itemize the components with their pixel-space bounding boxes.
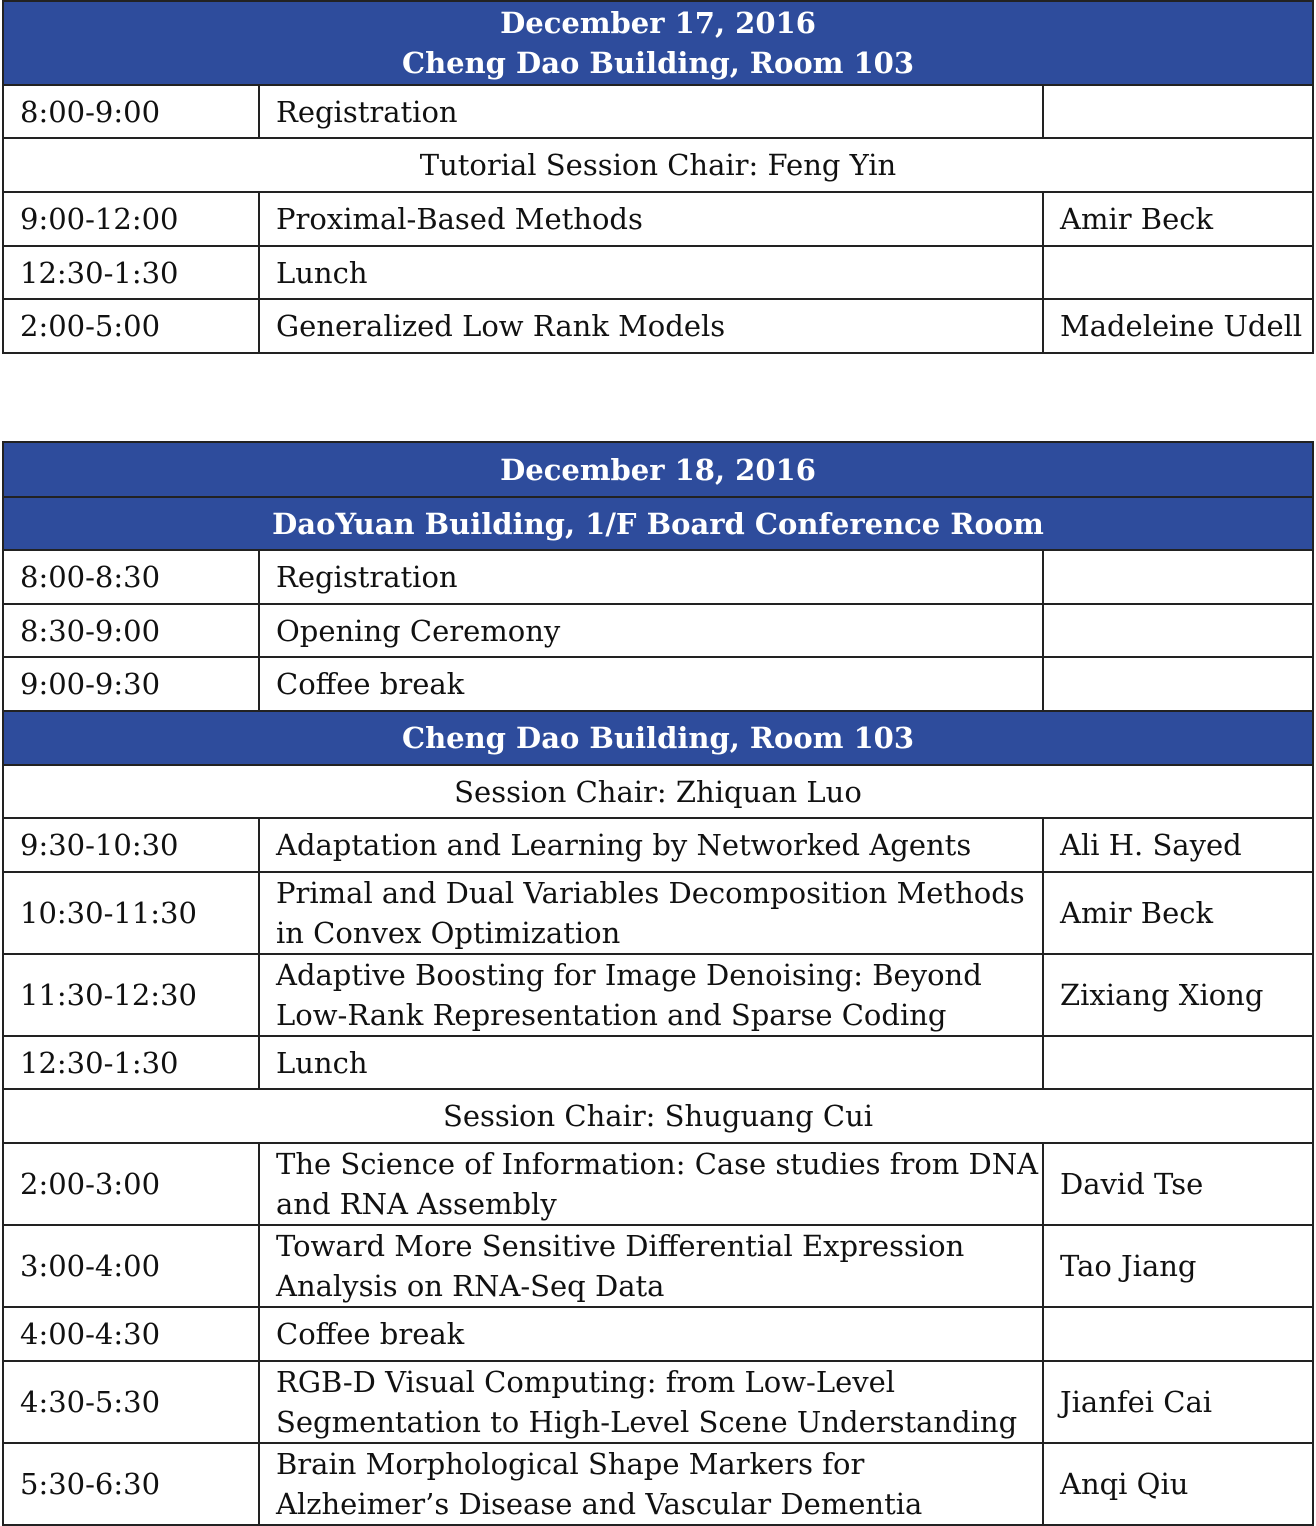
speaker-cell xyxy=(1043,246,1313,299)
table-row xyxy=(3,1225,1313,1307)
session-chair-row xyxy=(3,1089,1313,1143)
table-row xyxy=(3,604,1313,657)
time-cell: 4:00-4:30 xyxy=(3,1307,259,1361)
day-date: December 17, 2016 xyxy=(500,6,816,40)
day-header xyxy=(3,1,1313,85)
title-cell: Toward More Sensitive Differential Expression Analysis on RNA-Seq Data xyxy=(259,1225,1043,1307)
session-chair-row xyxy=(3,765,1313,818)
table-row xyxy=(3,550,1313,604)
speaker-cell: Amir Beck xyxy=(1043,192,1313,246)
title-cell: Adaptation and Learning by Networked Agents xyxy=(259,818,1043,872)
session-chair: Tutorial Session Chair: Feng Yin xyxy=(3,138,1313,192)
day-venue: DaoYuan Building, 1/F Board Conference Room xyxy=(3,497,1313,550)
title-cell: Proximal-Based Methods xyxy=(259,192,1043,246)
title-cell: Coffee break xyxy=(259,1307,1043,1361)
table-row xyxy=(3,818,1313,872)
session-chair-row xyxy=(3,138,1313,192)
time-cell: 12:30-1:30 xyxy=(3,1036,259,1089)
title-cell: Generalized Low Rank Models xyxy=(259,299,1043,353)
time-cell: 12:30-1:30 xyxy=(3,246,259,299)
speaker-cell: Amir Beck xyxy=(1043,872,1313,954)
speaker-cell: Tao Jiang xyxy=(1043,1225,1313,1307)
time-cell: 8:30-9:00 xyxy=(3,604,259,657)
speaker-cell xyxy=(1043,1036,1313,1089)
title-cell: RGB-D Visual Computing: from Low-Level Segmentation to High-Level Scene Understanding xyxy=(259,1361,1043,1443)
time-cell: 3:00-4:00 xyxy=(3,1225,259,1307)
time-cell: 8:00-9:00 xyxy=(3,85,259,138)
speaker-cell xyxy=(1043,550,1313,604)
table-row xyxy=(3,192,1313,246)
time-cell: 9:30-10:30 xyxy=(3,818,259,872)
day-date: December 18, 2016 xyxy=(3,442,1313,497)
time-cell: 11:30-12:30 xyxy=(3,954,259,1036)
venue-header: Cheng Dao Building, Room 103 xyxy=(3,711,1313,765)
time-cell: 5:30-6:30 xyxy=(3,1443,259,1525)
day-venue: Cheng Dao Building, Room 103 xyxy=(401,46,915,80)
table-row xyxy=(3,1307,1313,1361)
title-cell: Coffee break xyxy=(259,657,1043,711)
table-row xyxy=(3,872,1313,954)
title-cell: Adaptive Boosting for Image Denoising: Beyond Low-Rank Representation and Sparse Coding xyxy=(259,954,1043,1036)
time-cell: 2:00-3:00 xyxy=(3,1143,259,1225)
title-cell: Brain Morphological Shape Markers for Alzheimer’s Disease and Vascular Dementia xyxy=(259,1443,1043,1525)
table-row xyxy=(3,1143,1313,1225)
table-row xyxy=(3,1036,1313,1089)
session-chair: Session Chair: Shuguang Cui xyxy=(3,1089,1313,1143)
speaker-cell: David Tse xyxy=(1043,1143,1313,1225)
table-row xyxy=(3,1361,1313,1443)
title-cell: Lunch xyxy=(259,246,1043,299)
title-cell: The Science of Information: Case studies from DNA and RNA Assembly xyxy=(259,1143,1043,1225)
venue-header-row xyxy=(3,497,1313,550)
time-cell: 9:00-9:30 xyxy=(3,657,259,711)
speaker-cell: Zixiang Xiong xyxy=(1043,954,1313,1036)
session-chair: Session Chair: Zhiquan Luo xyxy=(3,765,1313,818)
speaker-cell: Madeleine Udell xyxy=(1043,299,1313,353)
table-row xyxy=(3,299,1313,353)
title-cell: Registration xyxy=(259,85,1043,138)
speaker-cell: Jianfei Cai xyxy=(1043,1361,1313,1443)
venue-header-row xyxy=(3,711,1313,765)
schedule-table-day1 xyxy=(2,0,1314,354)
time-cell: 10:30-11:30 xyxy=(3,872,259,954)
table-row xyxy=(3,657,1313,711)
title-cell: Lunch xyxy=(259,1036,1043,1089)
speaker-cell xyxy=(1043,85,1313,138)
speaker-cell xyxy=(1043,604,1313,657)
speaker-cell xyxy=(1043,1307,1313,1361)
time-cell: 8:00-8:30 xyxy=(3,550,259,604)
table-row xyxy=(3,1443,1313,1525)
time-cell: 9:00-12:00 xyxy=(3,192,259,246)
title-cell: Registration xyxy=(259,550,1043,604)
speaker-cell xyxy=(1043,657,1313,711)
schedule-table-day2 xyxy=(2,441,1314,1526)
title-cell: Opening Ceremony xyxy=(259,604,1043,657)
day-header-row xyxy=(3,442,1313,497)
speaker-cell: Ali H. Sayed xyxy=(1043,818,1313,872)
table-row xyxy=(3,246,1313,299)
day-header-row xyxy=(3,1,1313,85)
title-cell: Primal and Dual Variables Decomposition Methods in Convex Optimization xyxy=(259,872,1043,954)
table-row xyxy=(3,954,1313,1036)
speaker-cell: Anqi Qiu xyxy=(1043,1443,1313,1525)
time-cell: 4:30-5:30 xyxy=(3,1361,259,1443)
time-cell: 2:00-5:00 xyxy=(3,299,259,353)
table-row xyxy=(3,85,1313,138)
